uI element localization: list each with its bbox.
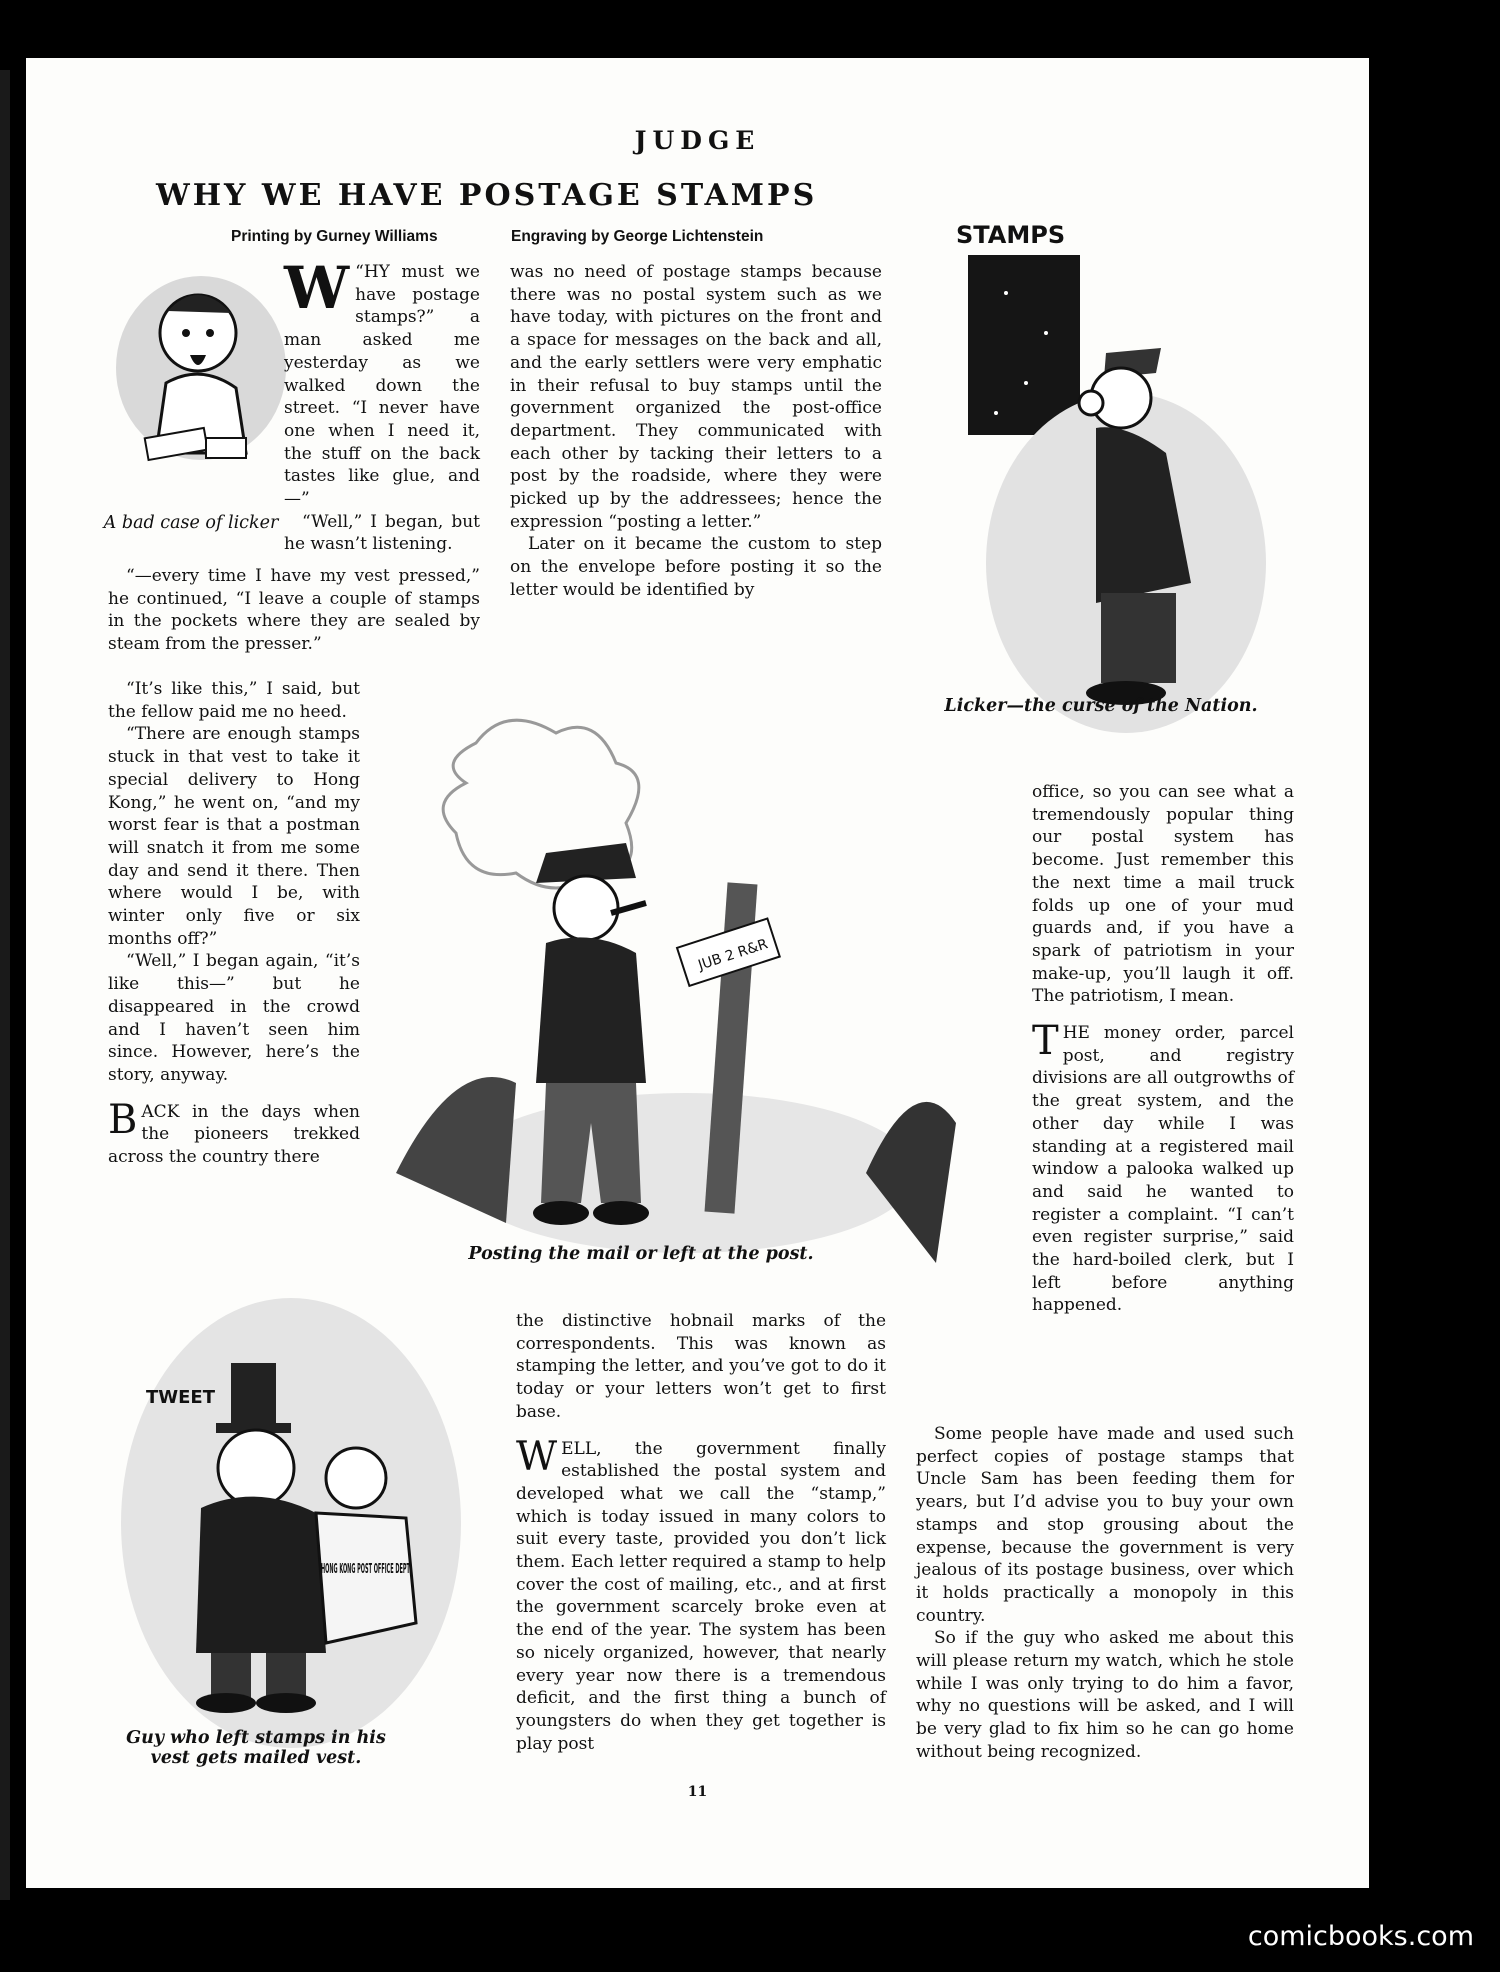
paragraph: “—every time I have my vest pressed,” he continued, “I leave a couple of stamps in the pockets where they are sealed by steam from the presser.” xyxy=(108,566,480,655)
paragraph-text: the government finally established the postal system and developed what we call the “stamp,” which is today issued in many colors to suit every taste, provided you don’t lick them. Each letter required a stamp to help cover the cost of mailing, etc., and at first the government scarcely broke even at the end of the year. The system has been so nicely organized, however, that nearly every year now there is a tremendous deficit, and the first thing a bunch of youngsters do when they get together is play post xyxy=(516,1438,886,1754)
left-column-narrow xyxy=(108,678,360,1169)
magazine-page xyxy=(26,58,1369,1888)
paragraph: was no need of postage stamps because there was no postal system such as we have today, with pictures on the front and a space for messages on the back and all, and the early settlers were very emphatic in their refusal to buy stamps until the government organized the post-office department. They communicated with each other by tacking their letters to a post by the roadside, where they were picked up by the addressees; hence the expression “posting a letter.” xyxy=(510,262,882,532)
caption-mailed-vest: Guy who left stamps in his vest gets mailed vest. xyxy=(126,1728,386,1768)
sack-text: HONG KONG POST OFFICE DEPT. xyxy=(321,1562,411,1577)
small-caps-lead: HE xyxy=(1062,1023,1090,1044)
page-number: 11 xyxy=(687,1784,708,1800)
caption-licker-nation: Licker—the curse of the Nation. xyxy=(944,696,1258,716)
licker-cartoon xyxy=(106,263,296,478)
paragraph: “There are enough stamps stuck in that vest to take it special delivery to Hong Kong,” he went on, “and my worst fear is that a postman will snatch it from me some day and send it there. Then where would I be, with winter only five or six months off?” xyxy=(108,724,360,949)
posting-mail-cartoon xyxy=(396,703,976,1303)
paragraph: “HY must we have postage stamps?” a man asked me yesterday as we walked down the street. “I never have one when I need it, the stuff on the back tastes like glue, and—” xyxy=(284,262,480,510)
paragraph-text: money order, parcel post, and registry divisions are all outgrowths of the great system, and the other day while I was standing at a registered mail window a palooka walked up and said he wanted to register a complaint. “I can’t even register surprise,” said the hard-boiled clerk, but I left before anything happened. xyxy=(1032,1023,1294,1316)
caption-posting: Posting the mail or left at the post. xyxy=(468,1244,814,1264)
middle-column-bottom xyxy=(516,1310,886,1755)
right-column-upper xyxy=(1032,781,1294,1317)
paragraph: Later on it became the custom to step on the envelope before posting it so the letter would be identified by xyxy=(510,534,882,600)
paragraph: “Well,” I began again, “it’s like this—” but he disappeared in the crowd and I haven’t seen him since. However, here’s the story, anyway. xyxy=(108,951,360,1085)
engraving-credit: Engraving by George Lichtenstein xyxy=(511,228,764,245)
paragraph: Some people have made and used such perfect copies of postage stamps that Uncle Sam has been feeding them for years, but I’d advise you to buy your own stamps and stop grousing about the expense, because the government is very jealous of its postage business, over which it holds practically a monopoly in this country. xyxy=(916,1424,1294,1626)
printing-credit: Printing by Gurney Williams xyxy=(231,228,438,245)
mailed-vest-cartoon xyxy=(116,1283,466,1753)
left-column-intro xyxy=(284,254,480,556)
dropcap-w2: W xyxy=(516,1433,558,1480)
paragraph: office, so you can see what a tremendously popular thing our postal system has become. Just remember this the next time a mail truck folds up one of your mud guards and, if you have a spark of patriotism in your make-up, you’ll laugh it off. The patriotism, I mean. xyxy=(1032,782,1294,1007)
dropcap-w: W xyxy=(284,254,350,322)
paragraph: “It’s like this,” I said, but the fellow paid me no heed. xyxy=(108,679,360,722)
right-column-lower xyxy=(916,1423,1294,1764)
paragraph: the distinctive hobnail marks of the correspondents. This was known as stamping the letter, and you’ve got to do it today or your letters won’t get to first base. xyxy=(516,1311,886,1422)
left-column-continued xyxy=(108,565,480,656)
paragraph: So if the guy who asked me about this will please return my watch, which he stole while I was only trying to do him a favor, why no questions will be asked, and I will be very glad to fix him so he can go home without being recognized. xyxy=(916,1628,1294,1762)
dropcap-b: B xyxy=(108,1096,138,1143)
paragraph xyxy=(1032,1018,1294,1317)
envelope-text: JUB 2 R&R xyxy=(696,936,770,974)
magazine-header: JUDGE xyxy=(634,126,761,155)
stamps-window-cartoon xyxy=(926,183,1256,733)
stamps-sign-text: STAMPS xyxy=(956,221,1066,249)
paragraph-text: in the days when the pioneers trekked across the country there xyxy=(108,1101,360,1168)
paragraph xyxy=(516,1433,886,1756)
article-title: WHY WE HAVE POSTAGE STAMPS xyxy=(156,178,818,213)
middle-column-top xyxy=(510,261,882,602)
small-caps-lead: ELL, xyxy=(561,1438,602,1459)
caption-licker: A bad case of licker xyxy=(103,513,279,533)
paragraph xyxy=(108,1096,360,1169)
dropcap-t: T xyxy=(1032,1018,1059,1065)
site-watermark: comicbooks.com xyxy=(1247,1921,1474,1952)
small-caps-lead: ACK xyxy=(141,1101,180,1122)
paragraph: “Well,” I began, but he wasn’t listening. xyxy=(284,511,480,555)
page-binding-edge xyxy=(0,70,10,1900)
tweet-text: TWEET xyxy=(146,1387,216,1408)
